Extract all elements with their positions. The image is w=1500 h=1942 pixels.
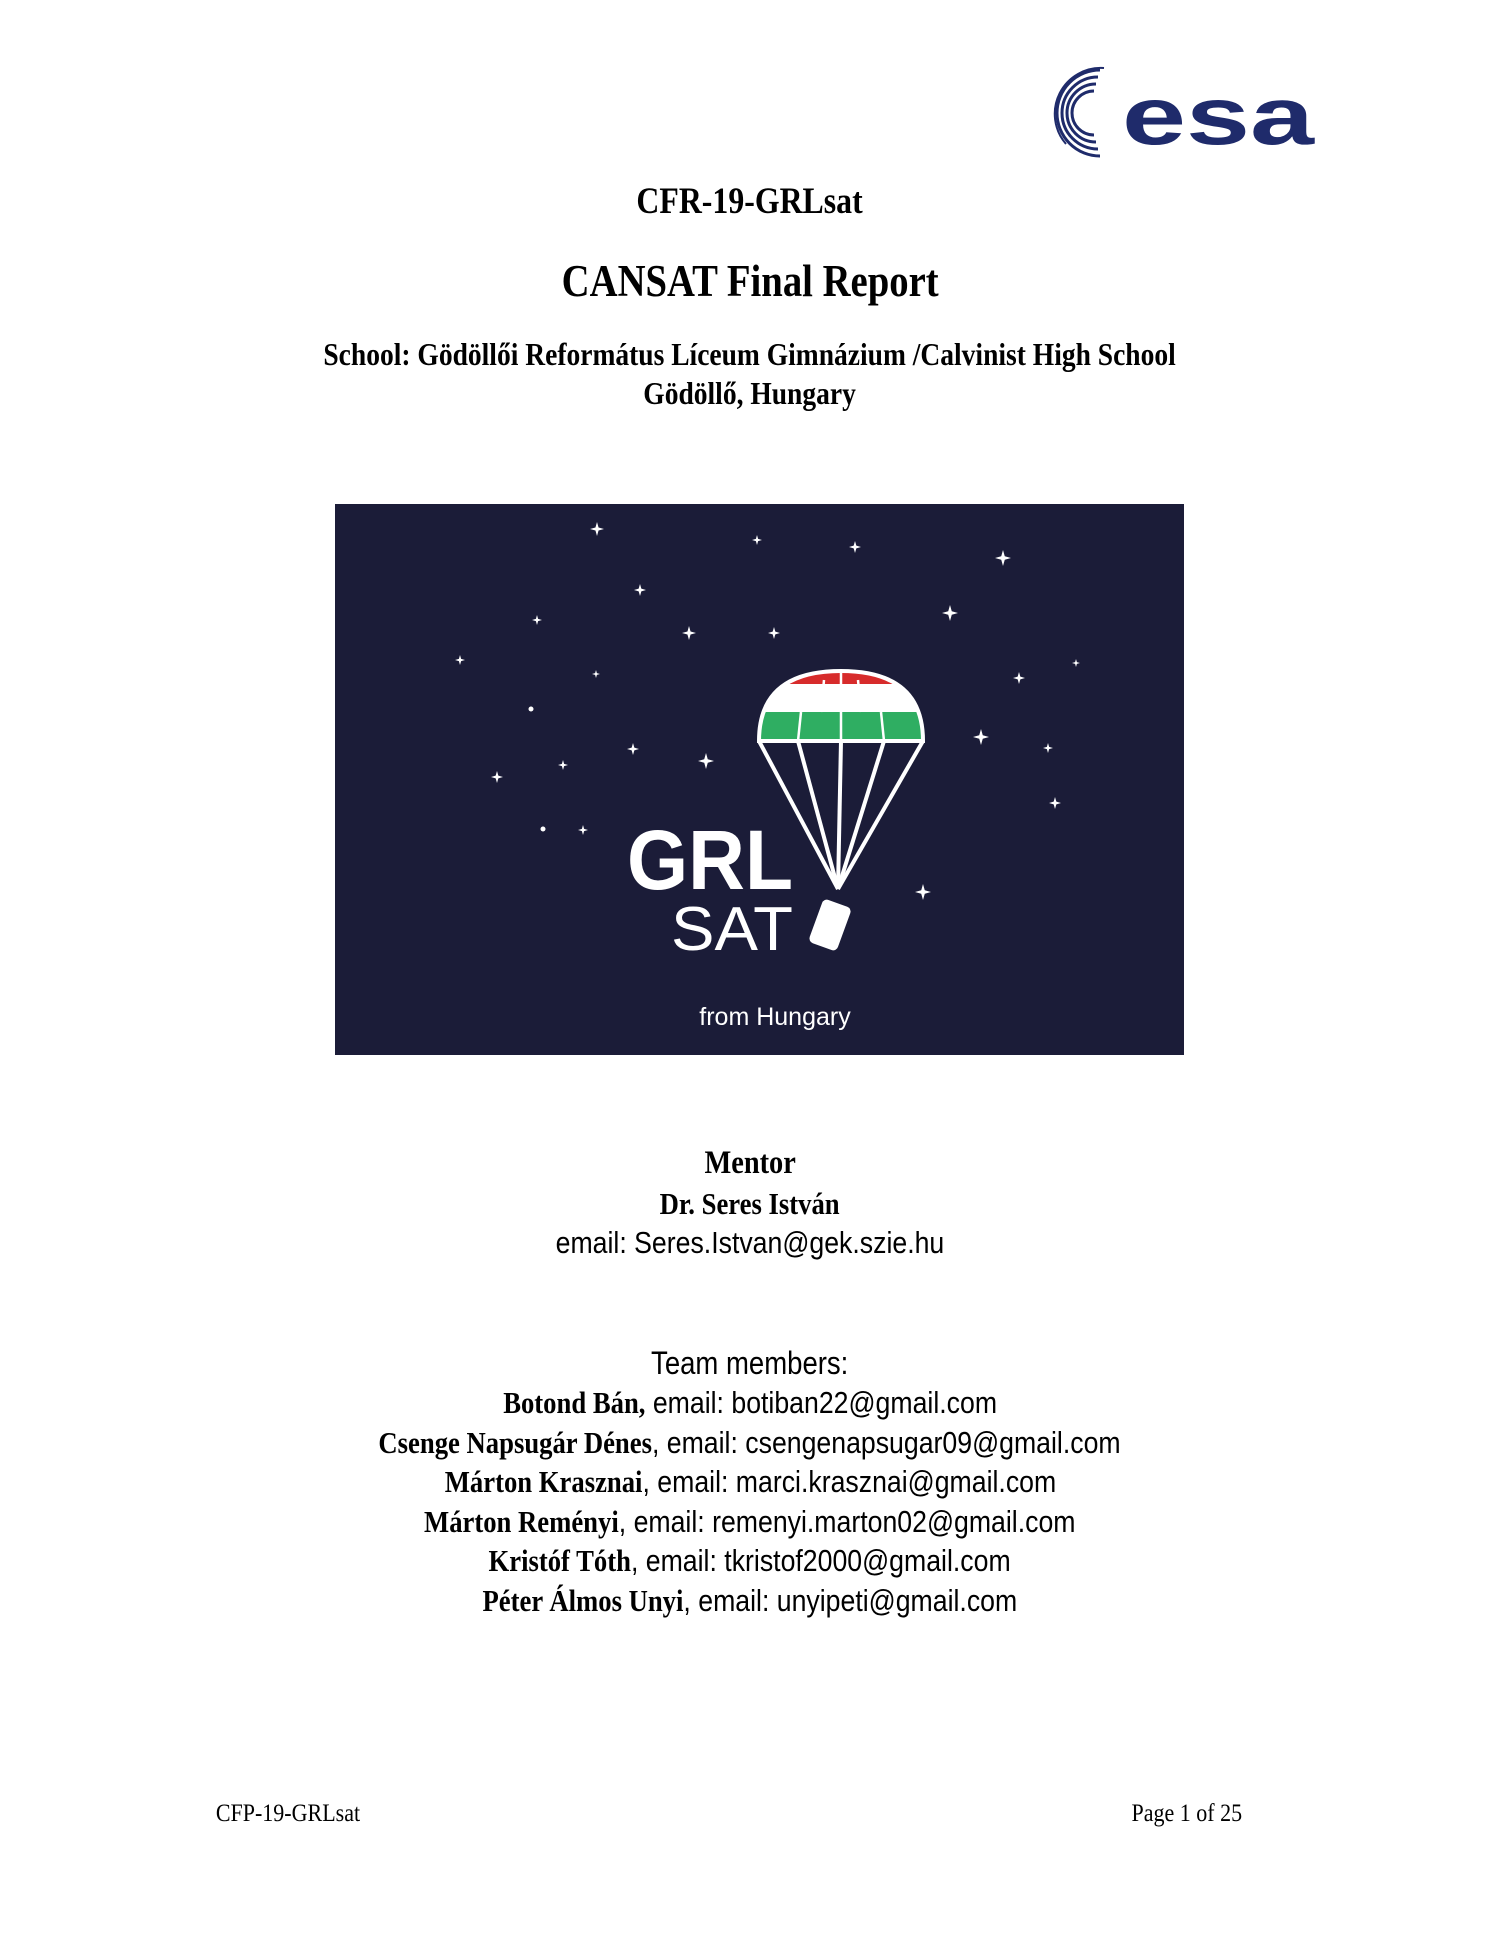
team-member xyxy=(0,1543,1500,1579)
logo-grl: GRL xyxy=(627,813,793,907)
member-name: Márton Reményi xyxy=(424,1503,619,1539)
member-name: Kristóf Tóth xyxy=(488,1543,632,1578)
star-dot xyxy=(529,707,534,712)
member-name: Csenge Napsugár Dénes xyxy=(378,1424,653,1460)
logo-sat: SAT xyxy=(671,895,793,964)
school-line: School: Gödöllői Református Líceum Gimnázium /Calvinist High School xyxy=(323,336,1177,372)
school-location: Gödöllő, Hungary xyxy=(643,375,857,411)
star-icon xyxy=(768,627,780,639)
team-member xyxy=(0,1583,1500,1619)
star-icon xyxy=(627,743,639,755)
mentor-name: Dr. Seres István xyxy=(660,1186,840,1221)
team-member xyxy=(0,1385,1500,1421)
star-icon xyxy=(578,825,588,835)
star-icon xyxy=(590,522,604,536)
star-icon xyxy=(532,615,542,625)
star-icon xyxy=(698,753,714,769)
star-icon xyxy=(1072,659,1080,667)
star-icon xyxy=(752,535,762,545)
member-email: , email: remenyi.marton02@gmail.com xyxy=(618,1503,1076,1539)
footer-document-code: CFP-19-GRLsat xyxy=(215,1800,361,1827)
footer-page-number: Page 1 of 25 xyxy=(1131,1800,1243,1827)
star-icon xyxy=(973,729,989,745)
star-icon xyxy=(942,605,958,621)
star-icon xyxy=(682,626,696,640)
team-heading: Team members: xyxy=(651,1345,849,1381)
logo-tagline: from Hungary xyxy=(699,1003,851,1031)
team-member xyxy=(0,1425,1500,1461)
member-email: email: botiban22@gmail.com xyxy=(645,1385,997,1420)
member-name: Péter Álmos Unyi xyxy=(482,1582,684,1618)
member-name: Botond Bán, xyxy=(503,1385,646,1420)
star-icon xyxy=(634,584,646,596)
member-email: , email: marci.krasznai@gmail.com xyxy=(641,1464,1056,1499)
star-icon xyxy=(1013,672,1025,684)
mentor-email: email: Seres.Istvan@gek.szie.hu xyxy=(555,1225,945,1260)
team-member xyxy=(0,1464,1500,1500)
star-icon xyxy=(995,550,1011,566)
svg-text:esa: esa xyxy=(1122,71,1316,162)
star-icon xyxy=(491,771,503,783)
cover-image xyxy=(335,504,1184,1055)
school-name: Gödöllői Református Líceum Gimnázium /Calvinist High School xyxy=(417,336,1177,372)
team-member xyxy=(0,1504,1500,1540)
star-dot xyxy=(541,827,546,832)
star-icon xyxy=(1043,743,1053,753)
esa-logo xyxy=(1052,64,1318,162)
star-icon xyxy=(915,884,931,900)
member-name: Márton Krasznai xyxy=(444,1464,642,1499)
document-code: CFR-19-GRLsat xyxy=(636,181,864,222)
member-email: , email: unyipeti@gmail.com xyxy=(683,1582,1018,1618)
star-icon xyxy=(592,670,600,678)
mentor-heading: Mentor xyxy=(704,1145,796,1181)
star-icon xyxy=(558,760,568,770)
member-email: , email: csengenapsugar09@gmail.com xyxy=(652,1424,1122,1460)
star-icon xyxy=(1049,797,1061,809)
report-title: CANSAT Final Report xyxy=(561,256,939,306)
star-icon xyxy=(455,655,465,665)
star-icon xyxy=(849,541,861,553)
member-email: , email: tkristof2000@gmail.com xyxy=(631,1543,1012,1578)
